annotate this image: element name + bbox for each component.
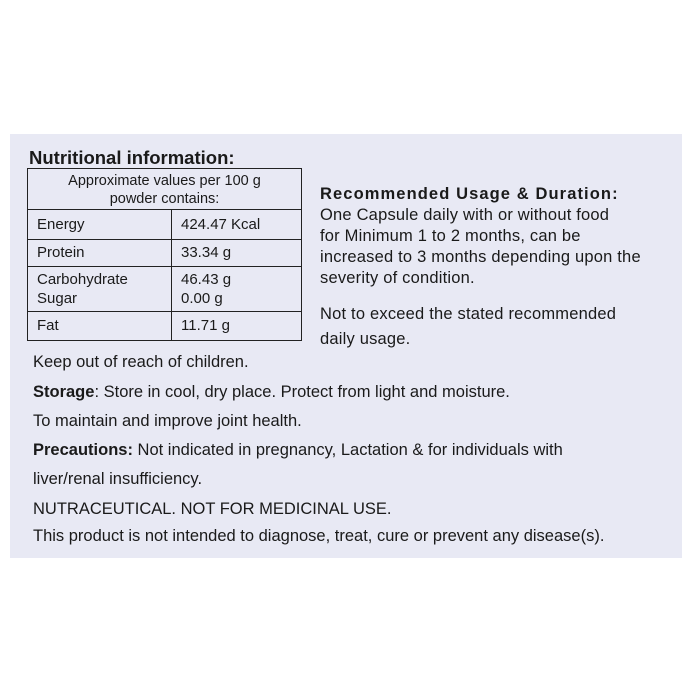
table-row-value: 0.00 g — [181, 290, 223, 307]
usage-title: Recommended Usage & Duration: — [320, 185, 619, 203]
storage-text: : Store in cool, dry place. Protect from light and moisture. — [94, 383, 510, 401]
precautions-label: Precautions: — [33, 441, 133, 459]
table-header-line2: powder contains: — [109, 191, 220, 207]
usage-line: severity of condition. — [320, 269, 475, 287]
table-column-divider — [171, 209, 172, 340]
usage-limit-line: Not to exceed the stated recommended — [320, 305, 617, 323]
usage-line: increased to 3 months depending upon the — [320, 248, 641, 266]
precautions-line2: liver/renal insufficiency. — [33, 470, 203, 488]
precautions-text: Not indicated in pregnancy, Lactation & for individuals with — [132, 441, 563, 459]
disclaimer: This product is not intended to diagnose, treat, cure or prevent any disease(s). — [33, 527, 605, 545]
storage-label: Storage — [33, 383, 95, 401]
table-row-value: 46.43 g — [181, 271, 232, 288]
storage-instruction — [33, 383, 510, 402]
joint-health-claim: To maintain and improve joint health. — [33, 412, 302, 430]
table-divider — [28, 209, 301, 210]
keep-out-warning: Keep out of reach of children. — [33, 353, 249, 371]
table-divider — [28, 311, 301, 312]
table-header-line1: Approximate values per 100 g — [68, 173, 261, 189]
table-divider — [28, 266, 301, 267]
nutrition-title: Nutritional information: — [29, 147, 235, 168]
precautions — [33, 441, 563, 460]
nutraceutical-statement: NUTRACEUTICAL. NOT FOR MEDICINAL USE. — [33, 500, 392, 518]
nutrition-table — [27, 168, 302, 341]
usage-line: for Minimum 1 to 2 months, can be — [320, 227, 581, 245]
table-row-value: 424.47 Kcal — [181, 216, 261, 233]
table-row-name: Protein — [37, 244, 85, 261]
table-row-name: Sugar — [37, 290, 78, 307]
table-row-value: 11.71 g — [181, 317, 230, 334]
table-row-name: Carbohydrate — [37, 271, 128, 288]
usage-limit-line: daily usage. — [320, 330, 411, 348]
usage-line: One Capsule daily with or without food — [320, 206, 610, 224]
table-row-value: 33.34 g — [181, 244, 232, 261]
table-divider — [28, 239, 301, 240]
table-row-name: Fat — [37, 317, 59, 334]
table-row-name: Energy — [37, 216, 85, 233]
